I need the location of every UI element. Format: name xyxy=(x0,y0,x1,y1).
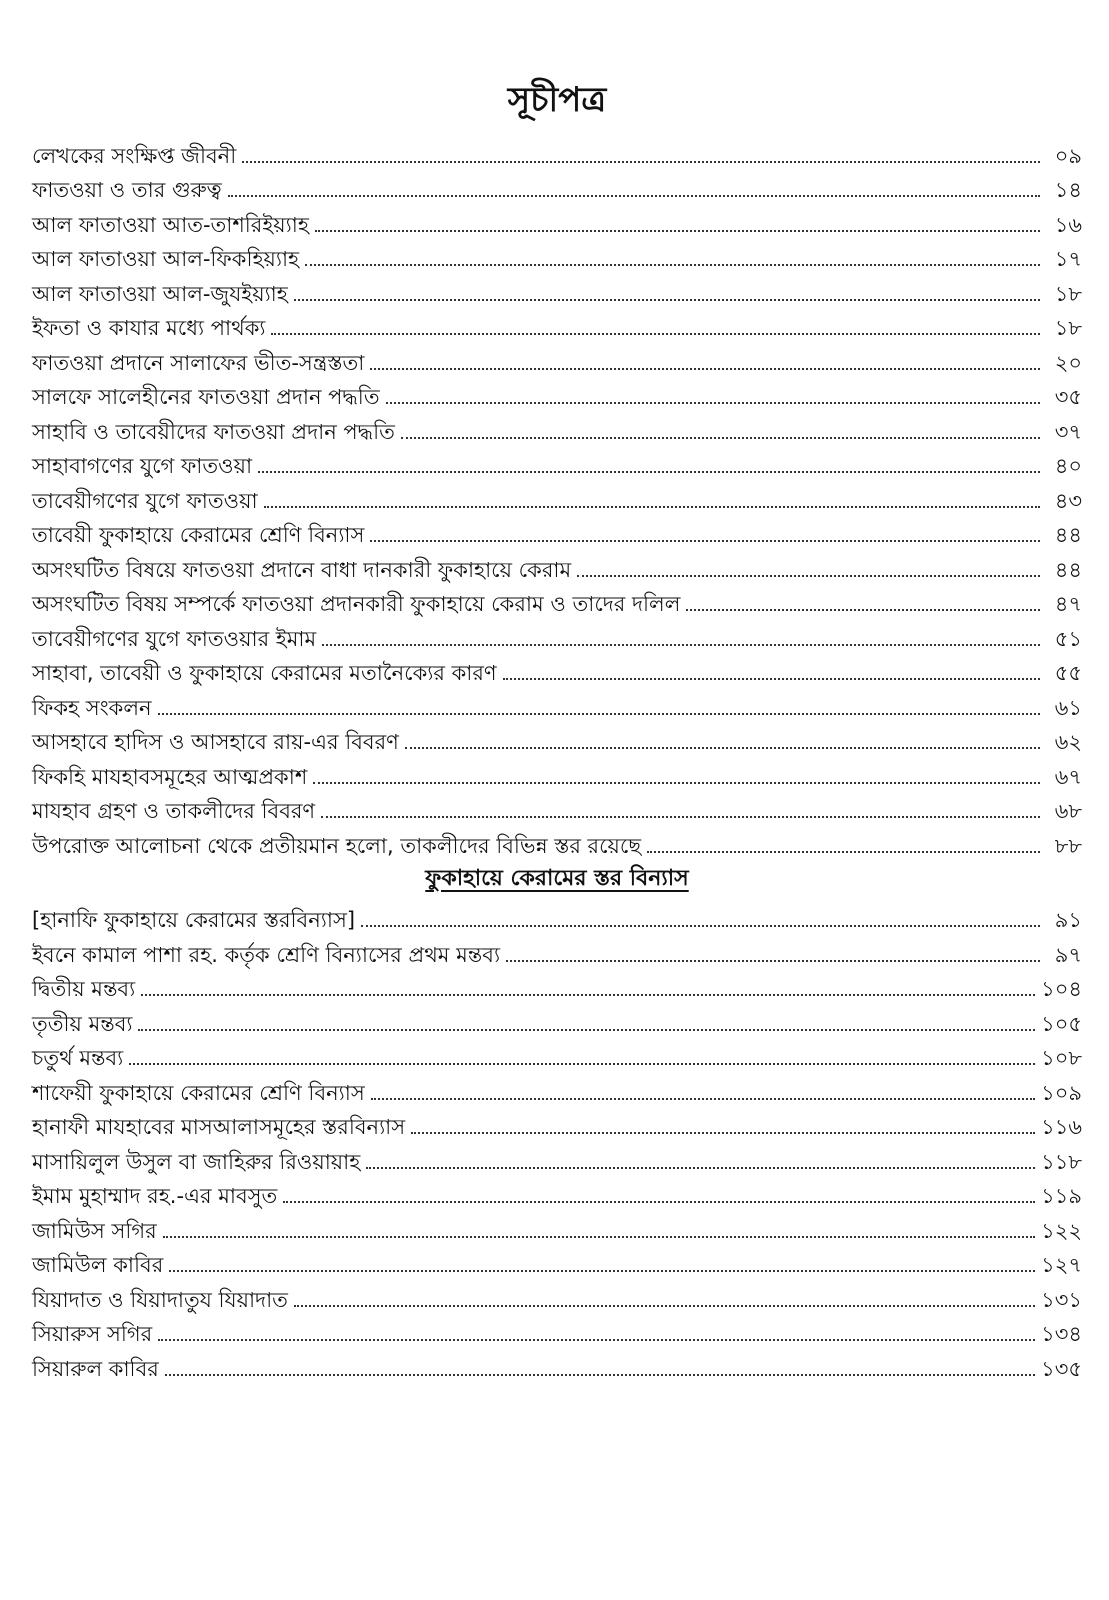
toc-entry xyxy=(32,1244,1082,1279)
page-title: সূচীপত্র xyxy=(507,80,607,120)
toc-entry-page: ১১৮ xyxy=(1041,1149,1082,1174)
toc-entry-page: ৩৭ xyxy=(1054,419,1082,444)
toc-entry xyxy=(32,341,1082,376)
toc-entry-label: সিয়ারুস সগির xyxy=(32,1322,153,1346)
toc-entry-page: ৩৫ xyxy=(1054,385,1082,409)
toc-entry-label: ফিকহ সংকলন xyxy=(32,695,152,720)
toc-entry-page: ০৯ xyxy=(1054,143,1082,168)
toc-entry xyxy=(32,721,1082,756)
toc-entry-page: ৯১ xyxy=(1054,908,1082,932)
toc-entry-page: ১৪ xyxy=(1054,178,1082,202)
toc-entry xyxy=(32,824,1082,859)
dot-leader xyxy=(370,368,1040,370)
toc-entry-label: [হানাফি ফুকাহায়ে কেরামের স্তরবিন্যাস] xyxy=(32,908,356,932)
toc-entry-page: ৪৭ xyxy=(1054,592,1082,616)
toc-entry-label: ফাতওয়া প্রদানে সালাফের ভীত-সন্ত্রস্ততা xyxy=(32,350,365,375)
toc-entry-label: ইবনে কামাল পাশা রহ. কর্তৃক শ্রেণি বিন্যাসের প্রথম মন্তব্য xyxy=(32,942,501,967)
toc-entry xyxy=(32,790,1082,825)
toc-entry xyxy=(32,583,1082,618)
dot-leader xyxy=(264,506,1040,508)
toc-entry xyxy=(32,755,1082,790)
dot-leader xyxy=(321,816,1040,818)
toc-entry-label: সাহাবাগণের যুগে ফাতওয়া xyxy=(32,454,253,478)
toc-entry-label: সাহাবা, তাবেয়ী ও ফুকাহায়ে কেরামের মতানৈক্যের কারণ xyxy=(32,661,497,685)
dot-leader xyxy=(141,994,1035,996)
toc-entry-label: ইফতা ও কাযার মধ্যে পার্থক্য xyxy=(32,316,266,340)
dot-leader xyxy=(686,609,1040,611)
toc-entry xyxy=(32,479,1082,514)
toc-entry-page: ৯৭ xyxy=(1054,942,1082,967)
toc-entry-page: ১৬ xyxy=(1054,212,1082,237)
dot-leader xyxy=(165,1374,1035,1376)
toc-entry xyxy=(32,652,1082,687)
toc-entry-page: ১৮ xyxy=(1054,281,1082,306)
dot-leader xyxy=(370,540,1040,542)
toc-entry-label: অসংঘটিত বিষয়ে ফাতওয়া প্রদানে বাধা দানকারী ফুকাহায়ে কেরাম xyxy=(32,557,572,582)
toc-entry xyxy=(32,272,1082,307)
toc-entry-page: ২০ xyxy=(1054,350,1082,375)
toc-entry xyxy=(32,1313,1082,1348)
toc-entry xyxy=(32,1071,1082,1106)
toc-entry-page: ১২৭ xyxy=(1041,1253,1082,1277)
toc-entry-page: ১৮ xyxy=(1054,316,1082,340)
toc-entry-label: অসংঘটিত বিষয় সম্পর্কে ফাতওয়া প্রদানকারী ফুকাহায়ে কেরাম ও তাদের দলিল xyxy=(32,592,681,616)
toc-entry xyxy=(32,1002,1082,1037)
toc-entry-page: ৫১ xyxy=(1054,626,1082,651)
dot-leader xyxy=(361,925,1040,927)
section-heading xyxy=(32,859,1082,899)
dot-leader xyxy=(411,1132,1035,1134)
toc-entry xyxy=(32,238,1082,273)
toc-entry-label: ফাতওয়া ও তার গুরুত্ব xyxy=(32,178,222,202)
toc-entry-page: ৬৭ xyxy=(1054,764,1082,789)
toc-entry-label: সিয়ারুল কাবির xyxy=(32,1356,159,1381)
toc-entry xyxy=(32,445,1082,480)
toc-entry xyxy=(32,1278,1082,1313)
dot-leader xyxy=(294,1305,1035,1307)
dot-leader xyxy=(158,713,1040,715)
toc-entry-page: ১৩১ xyxy=(1041,1287,1082,1312)
dot-leader xyxy=(228,195,1040,197)
toc-entry-page: ১০৯ xyxy=(1041,1080,1082,1105)
toc-list-section xyxy=(32,899,1082,1382)
dot-leader xyxy=(313,782,1040,784)
dot-leader xyxy=(386,402,1040,404)
toc-entry-page: ১৩৪ xyxy=(1041,1322,1082,1346)
section-heading-text: ফুকাহায়ে কেরামের স্তর বিন্যাস xyxy=(425,865,689,891)
toc-entry-page: ৪০ xyxy=(1054,454,1082,478)
toc-entry-label: মাযহাব গ্রহণ ও তাকলীদের বিবরণ xyxy=(32,799,316,823)
toc-entry-page: ১০৮ xyxy=(1041,1046,1082,1070)
toc-entry xyxy=(32,1037,1082,1072)
toc-entry-label: তাবেয়ীগণের যুগে ফাতওয়ার ইমাম xyxy=(32,626,317,651)
toc-entry xyxy=(32,1347,1082,1382)
dot-leader xyxy=(503,678,1040,680)
toc-page xyxy=(32,70,1082,1590)
dot-leader xyxy=(322,644,1040,646)
dot-leader xyxy=(283,1201,1035,1203)
toc-entry-page: ৬৮ xyxy=(1054,799,1082,823)
toc-entry xyxy=(32,548,1082,583)
toc-entry-label: তাবেয়ী ফুকাহায়ে কেরামের শ্রেণি বিন্যাস xyxy=(32,523,365,547)
toc-entry-label: সালফে সালেহীনের ফাতওয়া প্রদান পদ্ধতি xyxy=(32,385,380,409)
toc-entry-page: ১১৯ xyxy=(1041,1184,1082,1208)
dot-leader xyxy=(242,161,1040,163)
dot-leader xyxy=(129,1063,1035,1065)
toc-entry-label: মাসায়িলুল উসুল বা জাহিরুর রিওয়ায়াহ xyxy=(32,1149,361,1174)
dot-leader xyxy=(158,1339,1035,1341)
toc-entry-page: ১৩৫ xyxy=(1041,1356,1082,1381)
toc-entry-label: শাফেয়ী ফুকাহায়ে কেরামের শ্রেণি বিন্যাস xyxy=(32,1080,365,1105)
dot-leader xyxy=(401,437,1040,439)
toc-entry-page: ১২২ xyxy=(1041,1218,1082,1243)
dot-leader xyxy=(366,1167,1035,1169)
dot-leader xyxy=(169,1270,1035,1272)
toc-entry xyxy=(32,686,1082,721)
toc-entry xyxy=(32,1140,1082,1175)
toc-entry-label: সাহাবি ও তাবেয়ীদের ফাতওয়া প্রদান পদ্ধতি xyxy=(32,419,395,444)
toc-entry-page: ৫৫ xyxy=(1054,661,1082,685)
toc-entry xyxy=(32,968,1082,1003)
toc-entry-label: আল ফাতাওয়া আল-জুযইয়্যাহ xyxy=(32,281,288,306)
toc-entry-page: ৮৮ xyxy=(1054,833,1082,858)
toc-entry-page: ৪৩ xyxy=(1054,488,1082,513)
dot-leader xyxy=(506,960,1040,962)
toc-entry-page: ৬১ xyxy=(1054,695,1082,720)
dot-leader xyxy=(258,471,1040,473)
toc-entry-label: তৃতীয় মন্তব্য xyxy=(32,1011,133,1036)
toc-entry-page: ৬২ xyxy=(1054,730,1082,754)
toc-list-main xyxy=(32,134,1082,859)
toc-entry-page: ১৭ xyxy=(1054,247,1082,271)
toc-entry-page: ১০৪ xyxy=(1041,977,1082,1001)
toc-entry-label: হানাফী মাযহাবের মাসআলাসমূহের স্তরবিন্যাস xyxy=(32,1115,406,1139)
dot-leader xyxy=(647,851,1040,853)
dot-leader xyxy=(315,230,1040,232)
toc-entry xyxy=(32,933,1082,968)
dot-leader xyxy=(305,264,1040,266)
toc-entry-label: চতুর্থ মন্তব্য xyxy=(32,1046,124,1070)
toc-entry-page: ৪৪ xyxy=(1054,557,1082,582)
toc-entry xyxy=(32,376,1082,411)
toc-entry-label: জামিউস সগির xyxy=(32,1218,157,1243)
toc-entry-label: ইমাম মুহাম্মাদ রহ.-এর মাবসুত xyxy=(32,1184,278,1208)
toc-entry-label: আসহাবে হাদিস ও আসহাবে রায়-এর বিবরণ xyxy=(32,730,399,754)
dot-leader xyxy=(405,747,1040,749)
toc-entry xyxy=(32,134,1082,169)
toc-entry xyxy=(32,1106,1082,1141)
toc-entry xyxy=(32,307,1082,342)
toc-entry xyxy=(32,203,1082,238)
toc-entry-label: ফিকহি মাযহাবসমূহের আত্মপ্রকাশ xyxy=(32,764,308,789)
dot-leader xyxy=(577,575,1040,577)
toc-entry-label: দ্বিতীয় মন্তব্য xyxy=(32,977,136,1001)
toc-entry-page: ১০৫ xyxy=(1041,1011,1082,1036)
toc-entry-page: ১১৬ xyxy=(1041,1115,1082,1139)
toc-entry-label: লেখকের সংক্ষিপ্ত জীবনী xyxy=(32,143,237,168)
toc-entry xyxy=(32,514,1082,549)
toc-entry-label: জামিউল কাবির xyxy=(32,1253,164,1277)
dot-leader xyxy=(371,1098,1035,1100)
toc-entry-page: ৪৪ xyxy=(1054,523,1082,547)
toc-entry-label: আল ফাতাওয়া আল-ফিকহিয়্যাহ xyxy=(32,247,300,271)
toc-entry xyxy=(32,1175,1082,1210)
toc-entry xyxy=(32,169,1082,204)
dot-leader xyxy=(138,1029,1035,1031)
toc-entry xyxy=(32,410,1082,445)
toc-entry-label: উপরোক্ত আলোচনা থেকে প্রতীয়মান হলো, তাকলীদের বিভিন্ন স্তর রয়েছে xyxy=(32,833,642,858)
toc-entry-label: আল ফাতাওয়া আত-তাশরিইয়্যাহ xyxy=(32,212,309,237)
toc-entry-label: তাবেয়ীগণের যুগে ফাতওয়া xyxy=(32,488,258,513)
dot-leader xyxy=(294,299,1040,301)
dot-leader xyxy=(163,1236,1035,1238)
toc-entry-label: যিয়াদাত ও যিয়াদাতুয যিয়াদাত xyxy=(32,1287,288,1312)
toc-entry xyxy=(32,617,1082,652)
dot-leader xyxy=(271,333,1040,335)
toc-entry xyxy=(32,899,1082,934)
toc-entry xyxy=(32,1209,1082,1244)
